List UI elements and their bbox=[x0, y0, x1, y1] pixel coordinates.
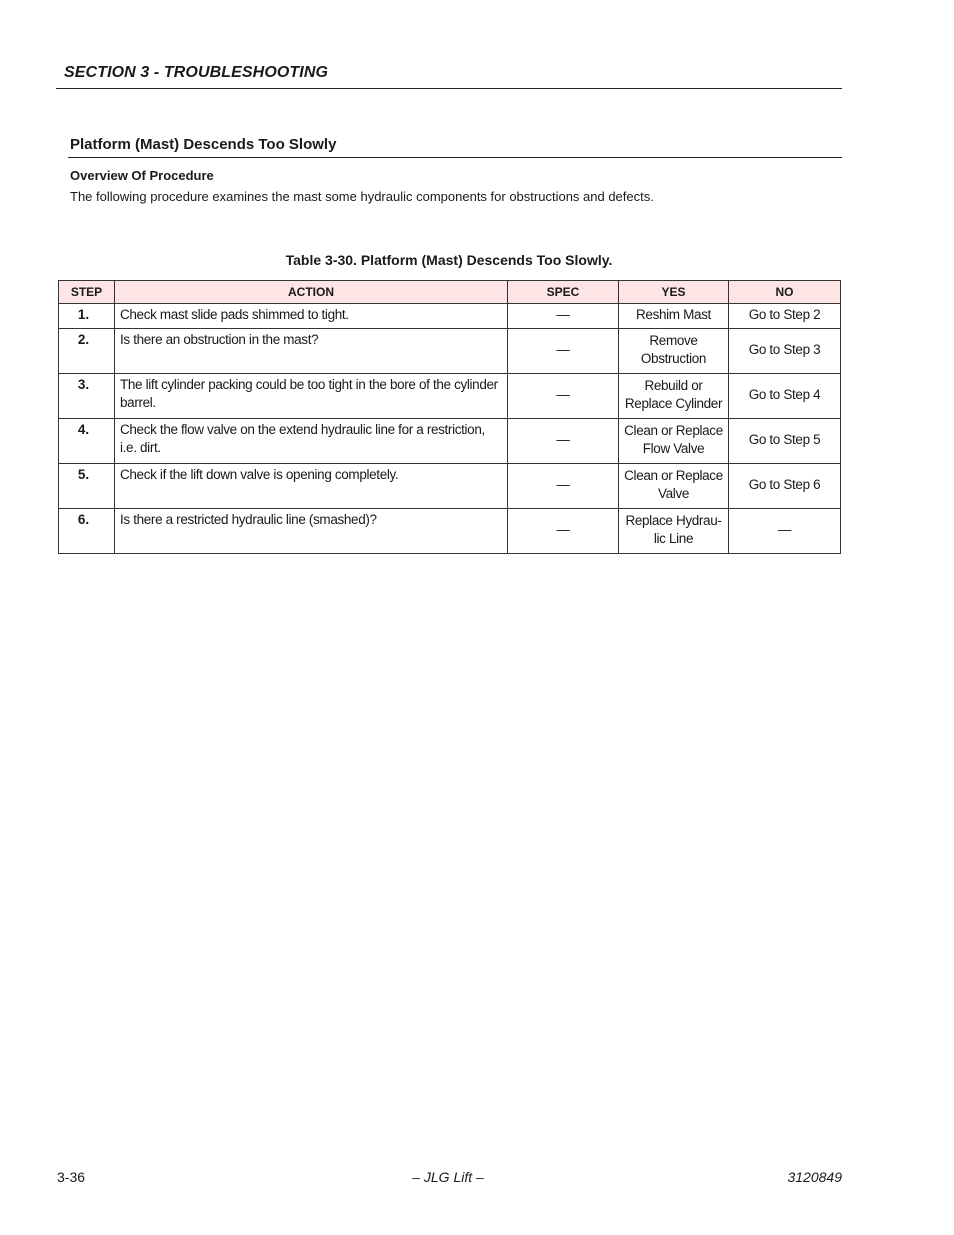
table-header-row bbox=[59, 281, 841, 304]
spec-cell: — bbox=[508, 374, 619, 419]
spec-cell: — bbox=[508, 464, 619, 509]
table-row bbox=[59, 509, 841, 554]
topic-title: Platform (Mast) Descends Too Slowly bbox=[70, 136, 337, 153]
document-number: 3120849 bbox=[787, 1169, 842, 1185]
column-header-no: NO bbox=[729, 281, 841, 304]
section-header: SECTION 3 - TROUBLESHOOTING bbox=[64, 64, 329, 81]
table-row bbox=[59, 304, 841, 329]
action-cell: Is there an obstruction in the mast? bbox=[115, 329, 508, 374]
action-cell: The lift cylinder packing could be too tight in the bore of the cylinder barrel. bbox=[115, 374, 508, 419]
yes-cell: Reshim Mast bbox=[619, 304, 729, 329]
action-cell: Check the flow valve on the extend hydraulic line for a restriction, i.e. dirt. bbox=[115, 419, 508, 464]
step-cell: 3. bbox=[59, 374, 115, 419]
footer-brand: – JLG Lift – bbox=[412, 1169, 484, 1185]
spec-cell: — bbox=[508, 509, 619, 554]
yes-cell: Rebuild or Replace Cylinder bbox=[619, 374, 729, 419]
yes-cell: Clean or Replace Valve bbox=[619, 464, 729, 509]
yes-cell: Clean or Replace Flow Valve bbox=[619, 419, 729, 464]
step-cell: 2. bbox=[59, 329, 115, 374]
step-cell: 1. bbox=[59, 304, 115, 329]
no-cell: — bbox=[729, 509, 841, 554]
column-header-step: STEP bbox=[59, 281, 115, 304]
action-cell: Check mast slide pads shimmed to tight. bbox=[115, 304, 508, 329]
column-header-spec: SPEC bbox=[508, 281, 619, 304]
yes-cell: Remove Obstruction bbox=[619, 329, 729, 374]
step-cell: 6. bbox=[59, 509, 115, 554]
overview-text: The following procedure examines the mast some hydraulic components for obstructions and defects. bbox=[70, 189, 654, 204]
action-cell: Check if the lift down valve is opening completely. bbox=[115, 464, 508, 509]
spec-cell: — bbox=[508, 304, 619, 329]
table-row bbox=[59, 329, 841, 374]
no-cell: Go to Step 4 bbox=[729, 374, 841, 419]
yes-cell: Replace Hydrau-lic Line bbox=[619, 509, 729, 554]
no-cell: Go to Step 6 bbox=[729, 464, 841, 509]
table-row bbox=[59, 419, 841, 464]
step-cell: 4. bbox=[59, 419, 115, 464]
no-cell: Go to Step 5 bbox=[729, 419, 841, 464]
table-row bbox=[59, 374, 841, 419]
table-caption: Table 3-30. Platform (Mast) Descends Too Slowly. bbox=[285, 252, 613, 268]
action-cell: Is there a restricted hydraulic line (smashed)? bbox=[115, 509, 508, 554]
no-cell: Go to Step 3 bbox=[729, 329, 841, 374]
troubleshooting-table bbox=[58, 280, 841, 554]
topic-rule bbox=[68, 157, 842, 158]
step-cell: 5. bbox=[59, 464, 115, 509]
table-row bbox=[59, 464, 841, 509]
overview-heading: Overview Of Procedure bbox=[70, 168, 214, 183]
spec-cell: — bbox=[508, 419, 619, 464]
no-cell: Go to Step 2 bbox=[729, 304, 841, 329]
header-rule bbox=[56, 88, 842, 89]
page-number: 3-36 bbox=[57, 1169, 86, 1185]
spec-cell: — bbox=[508, 329, 619, 374]
column-header-action: ACTION bbox=[115, 281, 508, 304]
column-header-yes: YES bbox=[619, 281, 729, 304]
